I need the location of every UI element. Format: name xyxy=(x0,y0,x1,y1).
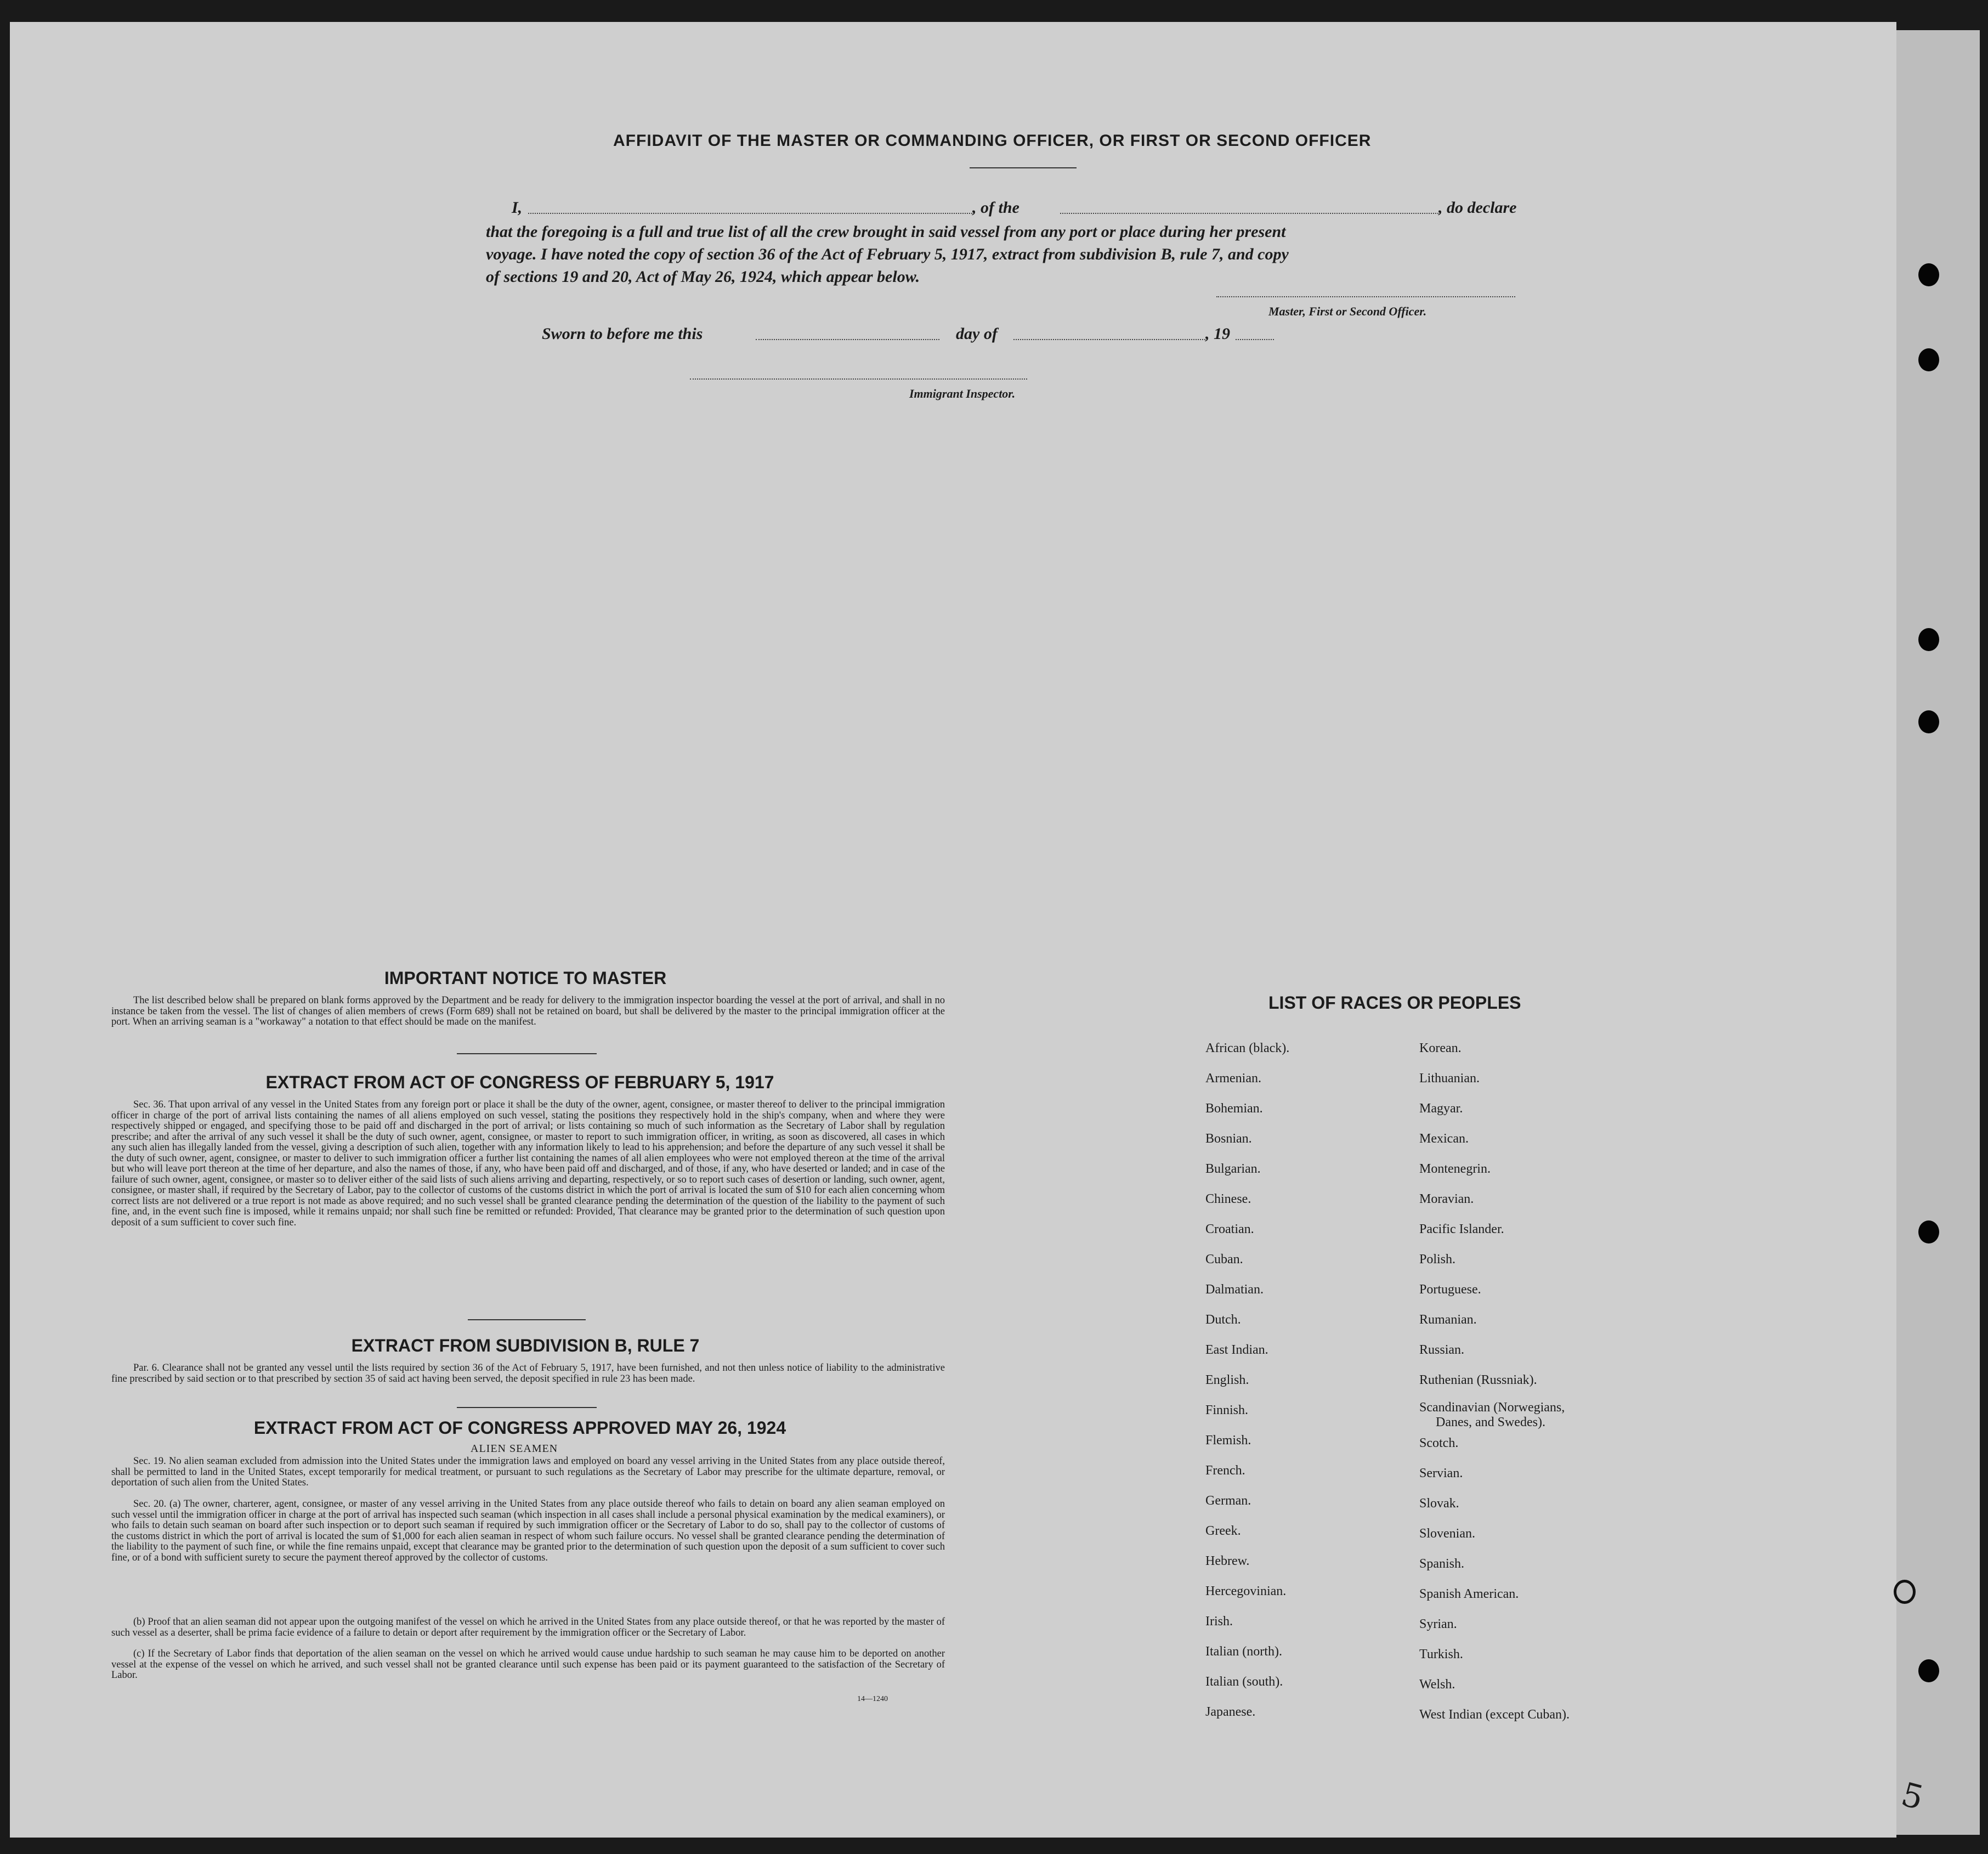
underlying-page-edge xyxy=(1887,30,1980,1835)
race-left: East Indian. xyxy=(1205,1343,1268,1357)
race-right: Slovenian. xyxy=(1419,1527,1475,1541)
handwritten-page-number: 5 xyxy=(1897,1775,1928,1818)
race-left: German. xyxy=(1205,1494,1251,1508)
race-right: Rumanian. xyxy=(1419,1313,1477,1327)
race-right: Polish. xyxy=(1419,1252,1456,1267)
affidavit-line-2: that the foregoing is a full and true list of all the crew brought in said vessel from any port or place during her present xyxy=(486,223,1286,241)
race-left: Flemish. xyxy=(1205,1433,1251,1448)
race-right: Slovak. xyxy=(1419,1496,1459,1511)
race-left: Hercegovinian. xyxy=(1205,1584,1287,1598)
race-right: Pacific Islander. xyxy=(1419,1222,1504,1236)
race-right: Spanish American. xyxy=(1419,1587,1519,1601)
extract-1924-sec20c: (c) If the Secretary of Labor finds that deportation of the alien seaman on the vessel on which he arrived would cause undue hardship to such seaman he may cause him to be deported on another vessel at the expense of the vessel on which he arrived, and such vessel shall not be granted clearance until such expense has been paid or its payment guaranteed to the satisfaction of the Secretary of Labor. xyxy=(111,1648,945,1681)
race-left: Bosnian. xyxy=(1205,1132,1252,1146)
day-of-label: day of xyxy=(956,325,998,343)
notice-text: The list described below shall be prepared on blank forms approved by the Department and be ready for delivery to the immigration inspector boarding the vessel at the port of arrival, and shall in no instance be taken from the vessel. The list of changes of alien members of crews (Form 689) shall not be retained on board, but shall be delivered by the master to the principal immigration officer at the port. When an arriving seaman is a "workaway" a notation to that effect should be made on the manifest. xyxy=(111,995,945,1027)
punch-hole xyxy=(1918,348,1939,371)
blank-vessel xyxy=(1060,213,1438,214)
race-left: Italian (south). xyxy=(1205,1675,1283,1689)
race-right: Lithuanian. xyxy=(1419,1071,1480,1086)
race-left: Hebrew. xyxy=(1205,1554,1250,1568)
race-right: Russian. xyxy=(1419,1343,1465,1357)
extract-1917-title: EXTRACT FROM ACT OF CONGRESS OF FEBRUARY 5, 1917 xyxy=(265,1072,774,1092)
sworn-line xyxy=(542,323,1310,346)
race-left: Greek. xyxy=(1205,1524,1241,1538)
form-number: 14—1240 xyxy=(857,1695,888,1703)
affidavit-i: I, xyxy=(512,199,523,217)
race-right: Korean. xyxy=(1419,1041,1462,1055)
race-left: French. xyxy=(1205,1463,1245,1478)
affidavit-line-3: voyage. I have noted the copy of section 36 of the Act of February 5, 1917, extract from subdivision B, rule 7, and copy xyxy=(486,245,1289,263)
affidavit-do-declare: , do declare xyxy=(1438,199,1517,217)
race-left: Japanese. xyxy=(1205,1705,1256,1719)
race-left: Cuban. xyxy=(1205,1252,1243,1267)
punch-hole xyxy=(1894,1580,1916,1604)
affidavit-line-4: of sections 19 and 20, Act of May 26, 1924, which appear below. xyxy=(486,268,920,286)
blank-year xyxy=(1236,339,1274,340)
punch-hole xyxy=(1918,710,1939,733)
race-right: Servian. xyxy=(1419,1466,1463,1480)
race-right: Welsh. xyxy=(1419,1677,1455,1692)
divider xyxy=(457,1407,597,1408)
affidavit-line-1 xyxy=(512,196,1554,219)
race-left: Croatian. xyxy=(1205,1222,1254,1236)
race-right: Scotch. xyxy=(1419,1436,1459,1450)
race-right: Turkish. xyxy=(1419,1647,1463,1661)
divider xyxy=(468,1319,586,1320)
inspector-label: Immigrant Inspector. xyxy=(909,387,1016,400)
race-left: Irish. xyxy=(1205,1614,1233,1629)
punch-hole xyxy=(1918,263,1939,286)
race-left: Finnish. xyxy=(1205,1403,1249,1417)
race-left: Italian (north). xyxy=(1205,1644,1282,1659)
master-label: Master, First or Second Officer. xyxy=(1268,304,1427,318)
race-right: Spanish. xyxy=(1419,1557,1465,1571)
race-right: Syrian. xyxy=(1419,1617,1457,1631)
race-right: Montenegrin. xyxy=(1419,1162,1491,1176)
divider xyxy=(970,167,1077,168)
blank-month xyxy=(1013,339,1205,340)
race-left: Dalmatian. xyxy=(1205,1282,1264,1297)
race-left: English. xyxy=(1205,1373,1249,1387)
extract-1924-title: EXTRACT FROM ACT OF CONGRESS APPROVED MAY 26, 1924 xyxy=(253,1418,786,1438)
races-title: LIST OF RACES OR PEOPLES xyxy=(1268,993,1521,1013)
extract-1917-text: Sec. 36. That upon arrival of any vessel in the United States from any foreign port or place it shall be the duty of the owner, agent, consignee, or master thereof to deliver to the principal immigration officer in charge of the port of arrival lists containing the names of all aliens employed on such vessel, stating the positions they respectively hold in the ship's company, when and where they were respectively shipped or engaged, and specifying those to be paid off and discharged in the port of arrival; or lists containing so much of such information as the Secretary of Labor shall by regulation prescribe; and after the arrival of any such vessel it shall be the duty of such owner, agent, consignee, or master to report to such immigration officer, in writing, as soon as discovered, all cases in which any such alien has illegally landed from the vessel, giving a description of such alien, together with any information likely to lead to his apprehension; and before the departure of any such vessel it shall be the duty of such owner, agent, consignee, or master to deliver to such immigration officer a further list containing the names of all alien employees who were not employed thereon at the time of the arrival but who will leave port thereon at the time of her departure, and also the names of those, if any, who have been paid off and discharged, and of those, if any, who have deserted or landed; and in case of the failure of such owner, agent, consignee, or master so to deliver either of the said lists of such aliens arriving and departing, respectively, or so to report such cases of desertion or landing, such owner, agent, consignee, or master shall, if required by the Secretary of Labor, pay to the collector of customs of the customs district in which the port of arrival is located the sum of $10 for each alien concerning whom correct lists are not delivered or a true report is not made as above required; and no such vessel shall be granted clearance pending the determination of the question of the liability to the payment of such fine, and, in the event such fine is imposed, while it remains unpaid; nor shall such fine be remitted or refunded: Provided, That clearance may be granted prior to the determination of such question upon deposit of a sum sufficient to cover such fine. xyxy=(111,1099,945,1228)
race-right: Mexican. xyxy=(1419,1132,1469,1146)
divider xyxy=(457,1053,597,1054)
punch-hole xyxy=(1918,628,1939,651)
race-right: Scandinavian (Norwegians, xyxy=(1419,1400,1565,1415)
signature-line-inspector xyxy=(690,378,1027,380)
blank-day xyxy=(756,339,939,340)
race-right: West Indian (except Cuban). xyxy=(1419,1708,1570,1722)
notice-title: IMPORTANT NOTICE TO MASTER xyxy=(384,968,667,988)
race-left: Chinese. xyxy=(1205,1192,1251,1206)
race-left: Armenian. xyxy=(1205,1071,1261,1086)
race-left: Dutch. xyxy=(1205,1313,1241,1327)
extract-1924-sec20b: (b) Proof that an alien seaman did not appear upon the outgoing manifest of the vessel on which he arrived in the United States from any place outside thereof, or that he was reported by the master of such vessel as a deserter, shall be prima facie evidence of a failure to detain or deport after requirement by the immigration officer or the Secretary of Labor. xyxy=(111,1616,945,1638)
race-left: Bulgarian. xyxy=(1205,1162,1261,1176)
extract-1924-sec20a: Sec. 20. (a) The owner, charterer, agent, consignee, or master of any vessel arriving in the United States from any place outside thereof who fails to detain on board any alien seaman employed on such vessel until the immigration officer in charge at the port of arrival has inspected such seaman (which inspection in all cases shall include a personal physical examination by the medical examiners), or who fails to detain such seaman on board after such inspection or to deport such seaman if required by such immigration officer or the Secretary of Labor to do so, shall pay to the collector of customs of the customs district in which the port of arrival is located the sum of $1,000 for each alien seaman in respect of whom such failure occurs. No vessel shall be granted clearance pending the determination of the liability to the payment of such fine, or while the fine remains unpaid, except that clearance may be granted prior to the determination of such question upon the deposit of a sum sufficient to cover such fine, or of a bond with sufficient surety to secure the payment thereof approved by the collector of customs. xyxy=(111,1499,945,1563)
extract-rule7-text: Par. 6. Clearance shall not be granted any vessel until the lists required by section 36 of the Act of February 5, 1917, have been furnished, and not then unless notice of liability to the administrative fine prescribed by said section or to that prescribed by section 35 of said act having been served, the deposit specified in rule 23 has been made. xyxy=(111,1363,945,1384)
punch-hole xyxy=(1918,1659,1939,1682)
affidavit-title: AFFIDAVIT OF THE MASTER OR COMMANDING OFFICER, OR FIRST OR SECOND OFFICER xyxy=(613,132,1372,150)
race-right: Danes, and Swedes). xyxy=(1436,1415,1545,1429)
signature-line-master xyxy=(1216,296,1515,297)
document-page xyxy=(10,22,1928,1838)
year-label: , 19 xyxy=(1205,325,1230,343)
race-right: Moravian. xyxy=(1419,1192,1474,1206)
extract-rule7-title: EXTRACT FROM SUBDIVISION B, RULE 7 xyxy=(351,1336,700,1355)
sworn-before-label: Sworn to before me this xyxy=(542,325,703,343)
extract-1924-subtitle: ALIEN SEAMEN xyxy=(471,1443,558,1455)
affidavit-of-the: , of the xyxy=(972,199,1020,217)
race-left: Bohemian. xyxy=(1205,1101,1263,1116)
blank-name xyxy=(528,213,972,214)
extract-1924-sec19: Sec. 19. No alien seaman excluded from admission into the United States under the immigration laws and employed on board any vessel arriving in the United States from any place outside thereof, shall be permitted to land in the United States, except temporarily for medical treatment, or pursuant to such regulations as the Secretary of Labor may prescribe for the ultimate departure, removal, or deportation of such alien from the United States. xyxy=(111,1456,945,1488)
race-right: Portuguese. xyxy=(1419,1282,1481,1297)
punch-hole xyxy=(1918,1220,1939,1243)
race-right: Ruthenian (Russniak). xyxy=(1419,1373,1537,1387)
race-right: Magyar. xyxy=(1419,1101,1463,1116)
race-left: African (black). xyxy=(1205,1041,1290,1055)
